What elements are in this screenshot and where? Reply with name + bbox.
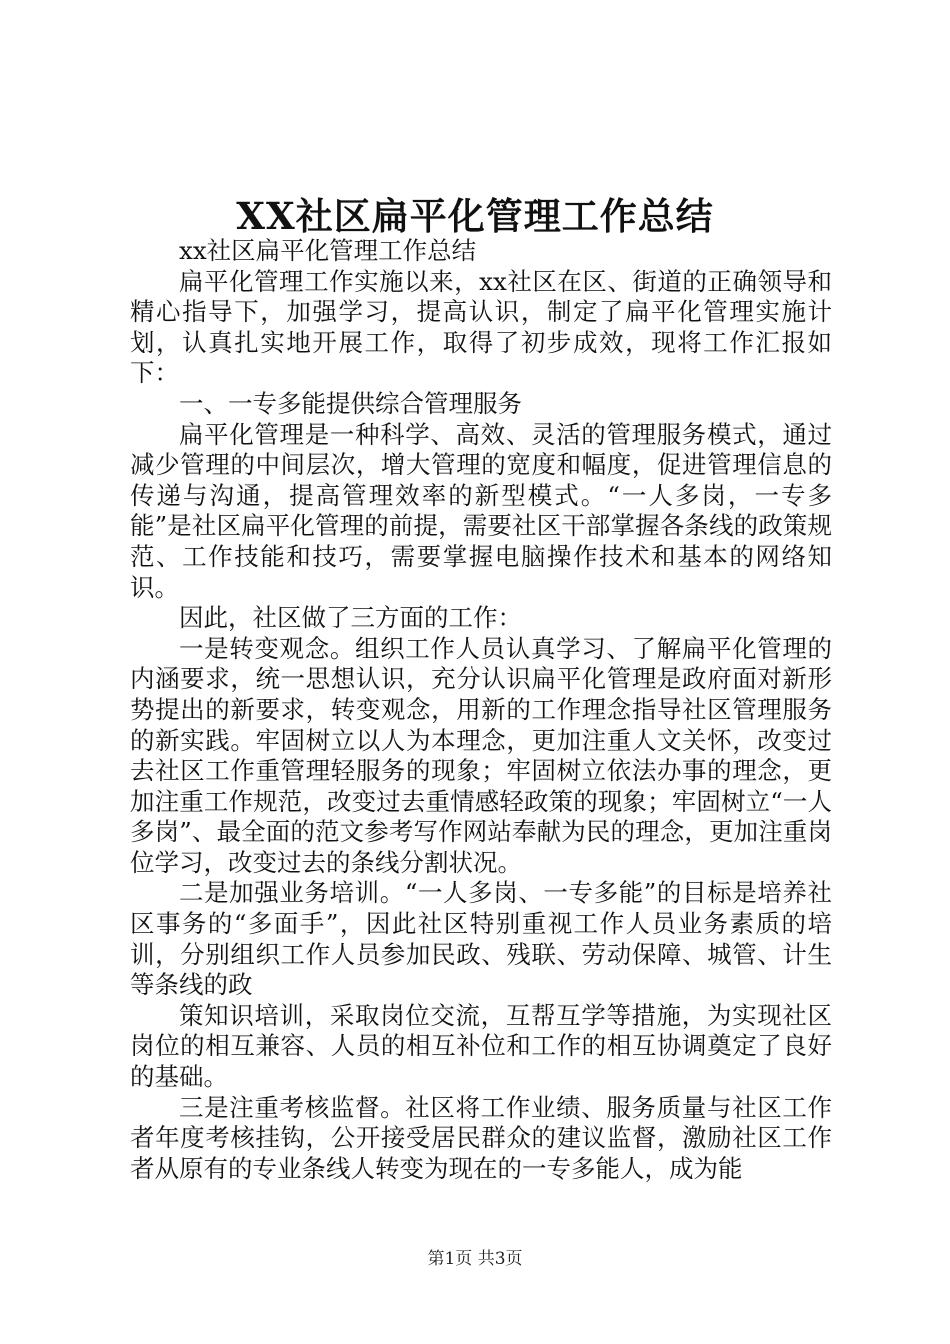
page-footer: 第1页 共3页 xyxy=(427,1249,523,1269)
paragraph-subtitle: xx社区扁平化管理工作总结 xyxy=(179,236,477,265)
document-body xyxy=(130,236,832,1184)
paragraph: 三是注重考核监督。社区将工作业绩、服务质量与社区工作者年度考核挂钩，公开接受居民群众的建议监督，激励社区工作者从原有的专业条线人转变为现在的一专多能人，成为能 xyxy=(130,1092,832,1183)
section-heading: 一、一专多能提供综合管理服务 xyxy=(179,388,522,418)
paragraph-intro: 扁平化管理工作实施以来，xx社区在区、街道的正确领导和精心指导下，加强学习，提高认识，制定了扁平化管理实施计划，认真扎实地开展工作，取得了初步成效，现将工作汇报如下： xyxy=(130,266,832,388)
paragraph: 策知识培训，采取岗位交流，互帮互学等措施，为实现社区岗位的相互兼容、人员的相互补位和工作的相互协调奠定了良好的基础。 xyxy=(130,1000,832,1092)
paragraph: 因此，社区做了三方面的工作： xyxy=(179,603,522,633)
document-title: XX社区扁平化管理工作总结 xyxy=(236,194,714,238)
paragraph: 一是转变观念。组织工作人员认真学习、了解扁平化管理的内涵要求，统一思想认识，充分认识扁平化管理是政府面对新形势提出的新要求，转变观念，用新的工作理念指导社区管理服务的新实践。牢固树立以人为本理念，更加注重人文关怀，改变过去社区工作重管理轻服务的现象；牢固树立依法办事的理念，更加注重工作规范，改变过去重情感轻政策的现象；牢固树立“一人多岗”、最全面的范文参考写作网站奉献为民的理念，更加注重岗位学习，改变过去的条线分割状况。 xyxy=(130,633,832,877)
paragraph: 二是加强业务培训。“一人多岗、一专多能”的目标是培养社区事务的“多面手”，因此社区特别重视工作人员业务素质的培训，分别组织工作人员参加民政、残联、劳动保障、城管、计生等条线的政 xyxy=(130,878,832,1000)
paragraph: 扁平化管理是一种科学、高效、灵活的管理服务模式，通过减少管理的中间层次，增大管理的宽度和幅度，促进管理信息的传递与沟通，提高管理效率的新型模式。“一人多岗，一专多能”是社区扁平化管理的前提，需要社区干部掌握各条线的政策规范、工作技能和技巧，需要掌握电脑操作技术和基本的网络知识。 xyxy=(130,419,832,602)
